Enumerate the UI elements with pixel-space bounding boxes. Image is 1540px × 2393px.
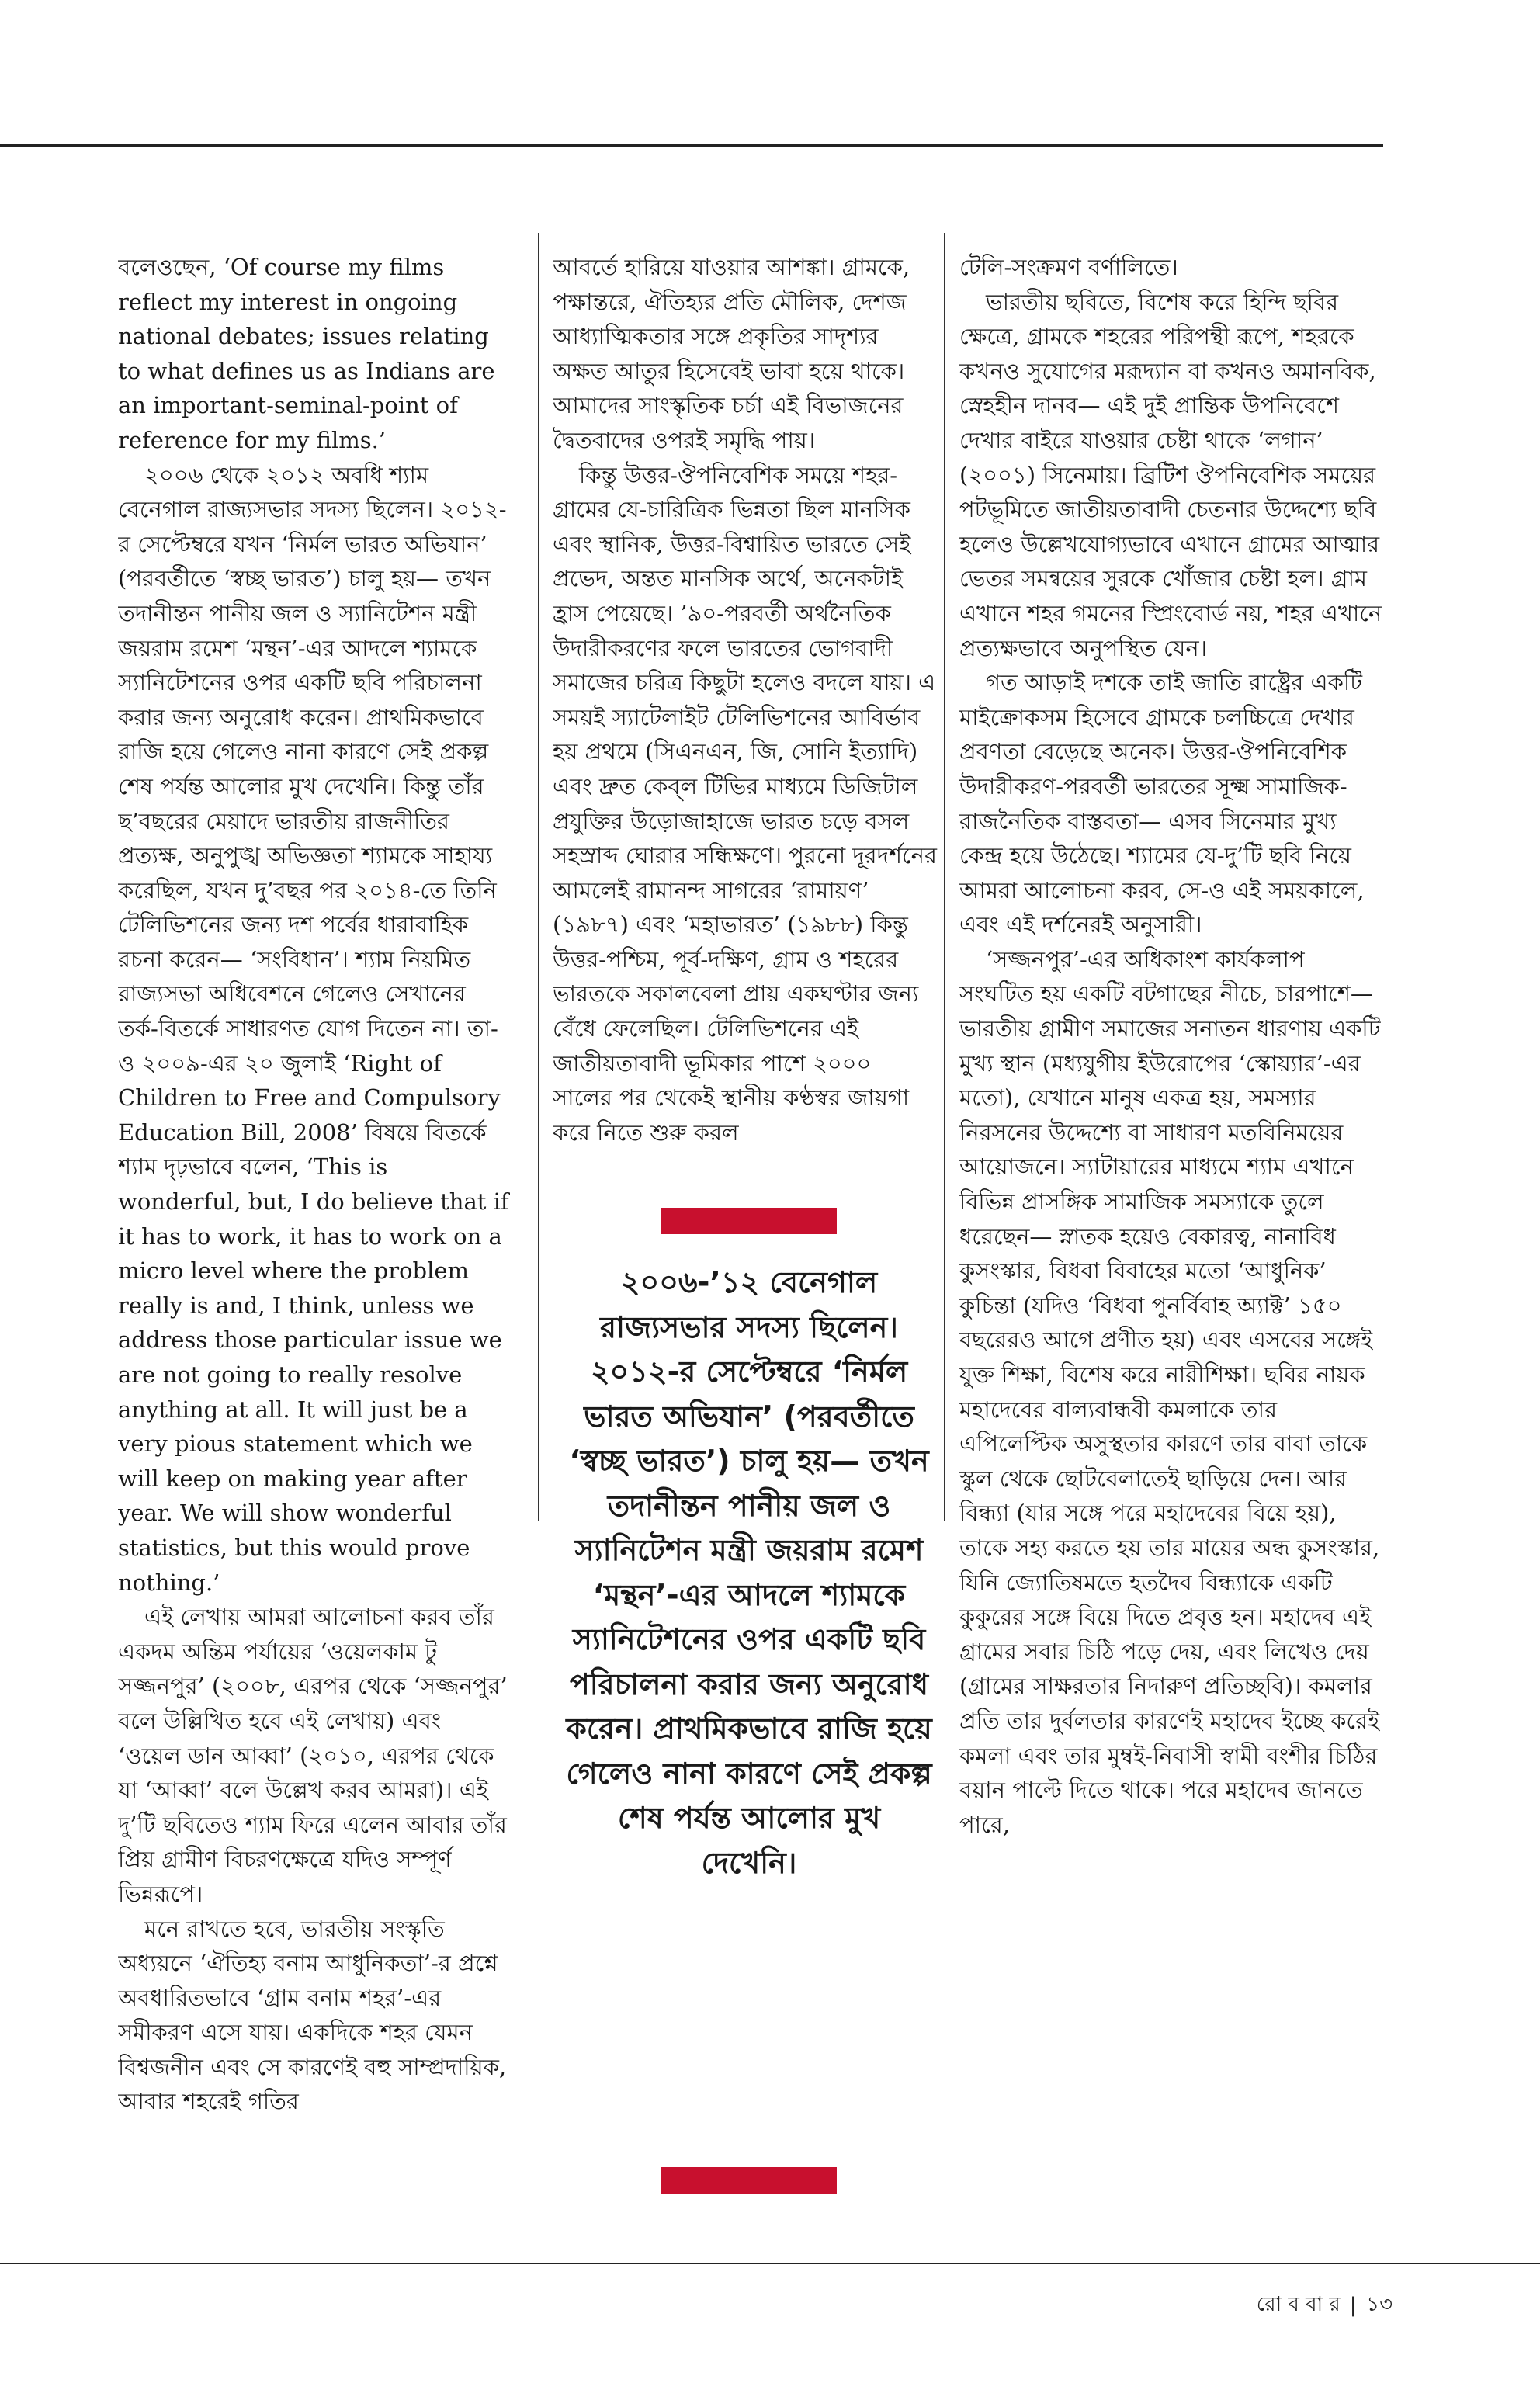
col1-paragraph-1: বলেওছেন, ‘Of course my films reflect my interest in ongoing national debates; issues relating to what defines us as Indians are an important-seminal-point of reference for my films.’ (118, 254, 495, 453)
bottom-rule (0, 2263, 1540, 2264)
col2-paragraph-1: আবর্তে হারিয়ে যাওয়ার আশঙ্কা। গ্রামকে, পক্ষান্তরে, ঐতিহ্যর প্রতি মৌলিক, দেশজ আধ্যাত্মিকতার সঙ্গে প্রকৃতির সাদৃশ্যর অক্ষত আতুর হিসেবেই ভাবা হয়ে থাকে। আমাদের সাংস্কৃতিক চর্চা এই বিভাজনের দ্বৈতবাদের ওপরই সমৃদ্ধি পায়। (553, 254, 910, 453)
footer-separator: | (1349, 2294, 1358, 2317)
col1-paragraph-3: এই লেখায় আমরা আলোচনা করব তাঁর একদম অন্তিম পর্যায়ের ‘ওয়েলকাম টু সজ্জনপুর’ (২০০৮, এরপর থেকে ‘সজ্জনপুর’ বলে উল্লিখিত হবে এই লেখায়) এবং ‘ওয়েল ডান আব্বা’ (২০১০, এরপর থেকে যা ‘আব্বা’ বলে উল্লেখ করব আমরা)। এই দু’টি ছবিতেও শ্যাম ফিরে এলেন আবার তাঁর প্রিয় গ্রামীণ বিচরণক্ষেত্রে যদিও সম্পূর্ণ ভিন্নরূপে। (118, 1604, 508, 1907)
column-separator (944, 233, 945, 1521)
col3-paragraph-2: ভারতীয় ছবিতে, বিশেষ করে হিন্দি ছবির ক্ষেত্রে, গ্রামকে শহরের পরিপন্থী রূপে, শহরকে কখনও সুযোগের মরূদ্যান বা কখনও অমানবিক, স্নেহহীন দানব— এই দুই প্রান্তিক উপনিবেশে দেখার বাইরে যাওয়ার চেষ্টা থাকে ‘লগান’ (২০০১) সিনেমায়। ব্রিটিশ ঔপনিবেশিক সময়ের পটভূমিতে জাতীয়তাবাদী চেতনার উদ্দেশ্যে ছবি হলেও উল্লেখযোগ্যভাবে এখানে গ্রামের আত্মার ভেতর সমন্বয়ের সুরকে খোঁজার চেষ্টা হল। গ্রাম এখানে শহর গমনের স্প্রিংবোর্ড নয়, শহর এখানে প্রত্যক্ষভাবে অনুপস্থিত যেন। (959, 288, 1382, 661)
page-footer (1257, 2288, 1393, 2322)
col1-paragraph-2: ২০০৬ থেকে ২০১২ অবধি শ্যাম বেনেগাল রাজ্যসভার সদস্য ছিলেন। ২০১২-র সেপ্টেম্বরে যখন ‘নির্মল ভারত অভিযান’ (পরবর্তীতে ‘স্বচ্ছ ভারত’) চালু হয়— তখন তদানীন্তন পানীয় জল ও স্যানিটেশন মন্ত্রী জয়রাম রমেশ ‘মন্থন’-এর আদলে শ্যামকে স্যানিটেশনের ওপর একটি ছবি পরিচালনা করার জন্য অনুরোধ করেন। প্রাথমিকভাবে রাজি হয়ে গেলেও নানা কারণে সেই প্রকল্প শেষ পর্যন্ত আলোর মুখ দেখেনি। কিন্তু তাঁর ছ’বছরের মেয়াদে ভারতীয় রাজনীতির প্রত্যক্ষ, অনুপুঙ্খ অভিজ্ঞতা শ্যামকে সাহায্য করেছিল, যখন দু’বছর পর ২০১৪-তে তিনি টেলিভিশনের জন্য দশ পর্বের ধারাবাহিক রচনা করেন— ‘সংবিধান’। শ্যাম নিয়মিত রাজ্যসভা অধিবেশনে গেলেও সেখানের তর্ক-বিতর্কে সাধারণত যোগ দিতেন না। তা-ও ২০০৯-এর ২০ জুলাই ‘Right of Children to Free and Compulsory Education Bill, 2008’ বিষয়ে বিতর্কে শ্যাম দৃঢ়ভাবে বলেন, ‘This is wonderful, but, I do believe that if it has to work, it has to work on a micro level where the problem really is and, I think, unless we address those particular issue we are not going to really resolve anything at all. It will just be a very pious statement which we will keep on making year after year. We will show wonderful statistics, but this would prove nothing.’ (118, 461, 509, 1596)
magazine-name: রো ব বা র (1256, 2293, 1341, 2316)
page-number: ১৩ (1366, 2293, 1393, 2316)
pull-quote-top-bar (661, 1208, 837, 1234)
col3-paragraph-4: ‘সজ্জনপুর’-এর অধিকাংশ কার্যকলাপ সংঘটিত হয় একটি বটগাছের নীচে, চারপাশে— ভারতীয় গ্রামীণ সমাজের সনাতন ধারণায় একটি মুখ্য স্থান (মধ্যযুগীয় ইউরোপের ‘স্কোয়্যার’-এর মতো), যেখানে মানুষ একত্র হয়, সমস্যার নিরসনের উদ্দেশ্যে বা সাধারণ মতবিনিময়ের আয়োজনে। স্যাটায়ারের মাধ্যমে শ্যাম এখানে বিভিন্ন প্রাসঙ্গিক সামাজিক সমস্যাকে তুলে ধরেছেন— স্নাতক হয়েও বেকারত্ব, নানাবিধ কুসংস্কার, বিধবা বিবাহের মতো ‘আধুনিক’ কুচিন্তা (যদিও ‘বিধবা পুনর্বিবাহ অ্যাক্ট’ ১৫০ বছরেরও আগে প্রণীত হয়) এবং এসবের সঙ্গেই যুক্ত শিক্ষা, বিশেষ করে নারীশিক্ষা। ছবির নায়ক মহাদেবের বাল্যবান্ধবী কমলাকে তার এপিলেপ্টিক অসুস্থতার কারণে তার বাবা তাকে স্কুল থেকে ছোটবেলাতেই ছাড়িয়ে দেন। আর বিন্ধ্যা (যার সঙ্গে পরে মহাদেবের বিয়ে হয়), তাকে সহ্য করতে হয় তার মায়ের অন্ধ কুসংস্কার, যিনি জ্যোতিষমতে হতদৈব বিন্ধ্যাকে একটি কুকুরের সঙ্গে বিয়ে দিতে প্রবৃত্ত হন। মহাদেব এই গ্রামের সবার চিঠি পড়ে দেয়, এবং লিখেও দেয় (গ্রামের সাক্ষরতার নিদারুণ প্রতিচ্ছবি)। কমলার প্রতি তার দুর্বলতার কারণেই মহাদেব ইচ্ছে করেই কমলা এবং তার মুম্বই-নিবাসী স্বামী বংশীর চিঠির বয়ান পাল্টে দিতে থাকে। পরে মহাদেব জানতে পারে, (959, 945, 1381, 1838)
top-rule (0, 144, 1383, 147)
column-separator (538, 233, 539, 1521)
pull-quote: ২০০৬-’১২ বেনেগাল রাজ্যসভার সদস্য ছিলেন। ২০১২-র সেপ্টেম্বরে ‘নির্মল ভারত অভিযান’ (পরবর্তীতে ‘স্বচ্ছ ভারত’) চালু হয়— তখন তদানীন্তন পানীয় জল ও স্যানিটেশন মন্ত্রী জয়রাম রমেশ ‘মন্থন’-এর আদলে শ্যামকে স্যানিটেশনের ওপর একটি ছবি পরিচালনা করার জন্য অনুরোধ করেন। প্রাথমিকভাবে রাজি হয়ে গেলেও নানা কারণে সেই প্রকল্প শেষ পর্যন্ত আলোর মুখ দেখেনি। (566, 1265, 932, 1880)
col1-paragraph-4: মনে রাখতে হবে, ভারতীয় সংস্কৃতি অধ্যয়নে ‘ঐতিহ্য বনাম আধুনিকতা’-র প্রশ্নে অবধারিতভাবে ‘গ্রাম বনাম শহর’-এর সমীকরণ এসে যায়। একদিকে শহর যেমন বিশ্বজনীন এবং সে কারণেই বহু সাম্প্রদায়িক, আবার শহরেই গতির (118, 1915, 507, 2115)
column-2 (553, 250, 938, 1181)
column-1 (118, 250, 510, 2260)
pull-quote-bottom-bar (661, 2167, 837, 2194)
col2-paragraph-2: কিন্তু উত্তর-ঔপনিবেশিক সময়ে শহর-গ্রামের যে-চারিত্রিক ভিন্নতা ছিল মানসিক এবং স্থানিক, উত্তর-বিশ্বায়িত ভারতে সেই প্রভেদ, অন্তত মানসিক অর্থে, অনেকটাই হ্রাস পেয়েছে। ’৯০-পরবর্তী অর্থনৈতিক উদারীকরণের ফলে ভারতের ভোগবাদী সমাজের চরিত্র কিছুটা হলেও বদলে যায়। এ সময়ই স্যাটেলাইট টেলিভিশনের আবির্ভাব হয় প্রথমে (সিএনএন, জি, সোনি ইত্যাদি) এবং দ্রুত কেব্‌ল টিভির মাধ্যমে ডিজিটাল প্রযুক্তির উড়োজাহাজে ভারত চড়ে বসল সহস্রাব্দ ঘোরার সন্ধিক্ষণে। পুরনো দূরদর্শনের আমলেই রামানন্দ সাগরের ‘রামায়ণ’ (১৯৮৭) এবং ‘মহাভারত’ (১৯৮৮) কিন্তু উত্তর-পশ্চিম, পূর্ব-দক্ষিণ, গ্রাম ও শহরের ভারতকে সকালবেলা প্রায় একঘণ্টার জন্য বেঁধে ফেলেছিল। টেলিভিশনের এই জাতীয়তাবাদী ভূমিকার পাশে ২০০০ সালের পর থেকেই স্থানীয় কণ্ঠস্বর জায়গা করে নিতে শুরু করল (553, 461, 937, 1146)
col3-paragraph-3: গত আড়াই দশকে তাই জাতি রাষ্ট্রের একটি মাইক্রোকসম হিসেবে গ্রামকে চলচ্চিত্রে দেখার প্রবণতা বেড়েছে অনেক। উত্তর-ঔপনিবেশিক উদারীকরণ-পরবর্তী ভারতের সূক্ষ্ম সামাজিক-রাজনৈতিক বাস্তবতা— এসব সিনেমার মুখ্য কেন্দ্র হয়ে উঠেছে। শ্যামের যে-দু’টি ছবি নিয়ে আমরা আলোচনা করব, সে-ও এই সময়কালে, এবং এই দর্শনেরই অনুসারী। (959, 669, 1365, 938)
column-3 (959, 250, 1382, 2260)
col3-paragraph-1: টেলি-সংক্রমণ বর্ণালিতে। (959, 254, 1178, 280)
